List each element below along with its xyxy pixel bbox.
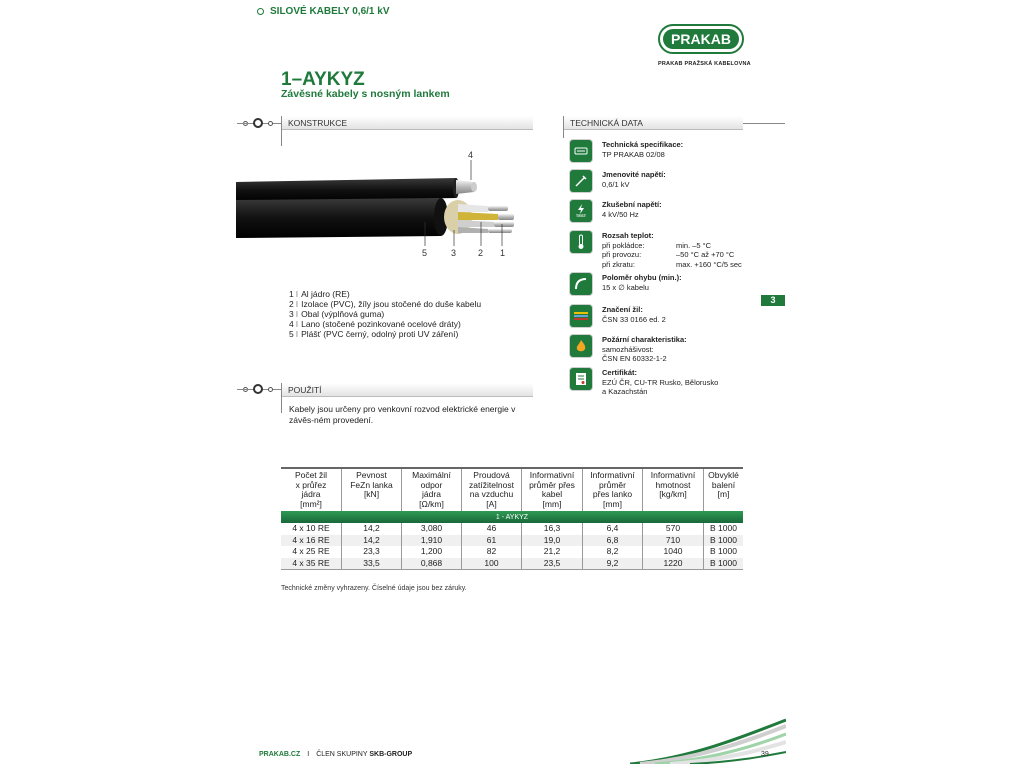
legend-item: 3 I Obal (výplňová guma) [289,309,385,319]
thermometer-icon [570,231,592,253]
tech-fire-row: Požární charakteristika: samozhášivost: ČSN EN 60332-1-2 [570,335,687,364]
plug-icon [570,170,592,192]
table-row: 4 x 16 RE 14,2 1,910 61 19,0 6,8 710 B 1000 [281,535,743,547]
section-dot-icon [268,387,273,392]
prakab-logo [658,24,744,54]
product-title: 1–AYKYZ [281,69,365,90]
bullet-icon [257,8,264,15]
legend-item: 1 I Al jádro (RE) [289,289,350,299]
legend-item: 5 I Plášť (PVC černý, odolný proti UV záření) [289,329,459,339]
core-marking-icon [570,305,592,327]
construction-legend [289,289,481,339]
chapter-tab: 3 [761,295,785,306]
usage-text: Kabely jsou určeny pro venkovní rozvod elektrické energie v závěs-ném provedení. [289,404,516,425]
section-line [743,123,785,124]
section-technical-header: TECHNICKÁ DATA [564,116,743,130]
document-icon [570,140,592,162]
table-header: Pevnost FeZn lanka [kN] [342,468,402,511]
tech-test-row: TEST Zkušební napětí: 4 kV/50 Hz [570,200,662,222]
section-knob-icon [253,384,263,394]
bend-radius-icon [570,273,592,295]
table-header: Proudová zatížitelnost na vzduchu [A] [462,468,522,511]
spec-table [281,467,743,570]
diagram-label-1: 1 [500,248,506,258]
section-construction-header: KONSTRUKCE [282,116,533,130]
tech-marking-row: Značení žil: ČSN 33 0166 ed. 2 [570,305,666,327]
tech-spec-row: Technická specifikace: TP PRAKAB 02/08 [570,140,683,162]
diagram-label-3: 3 [451,248,457,258]
section-knob-icon [253,118,263,128]
legend-item: 4 I Lano (stočené pozinkované ocelové dráty) [289,319,461,329]
lightning-icon: TEST [570,200,592,222]
table-header: Maximální odpor jádra [Ω/km] [402,468,462,511]
table-header: Informativní průměr přes kabel [mm] [522,468,583,511]
diagram-label-5: 5 [422,248,428,258]
footer: PRAKAB.CZ I ČLEN SKUPINY SKB-GROUP [259,751,413,758]
logo-subtitle: PRAKAB PRAŽSKÁ KABELOVNA [658,61,751,67]
tech-voltage-row: Jmenovité napětí: 0,6/1 kV [570,170,666,192]
section-dot-icon [268,121,273,126]
svg-text:PRAKAB: PRAKAB [671,31,731,47]
table-header-row [281,468,743,511]
table-header: Obvyklé balení [m] [704,468,744,511]
certificate-icon [570,368,592,390]
tech-temp-row: Rozsah teplot: při pokládce: min. –5 °C při provozu: –50 °C až +70 °C při zkratu: max. +160 °C/5 sec [570,231,766,269]
page-number: 39 [761,751,769,758]
table-group-row: 1 - AYKYZ [281,511,743,523]
section-usage-header: POUŽITÍ [282,383,533,397]
disclaimer-note: Technické změny vyhrazeny. Číselné údaje jsou bez záruky. [281,585,467,592]
table-row: 4 x 35 RE 33,5 0,868 100 23,5 9,2 1220 B 1000 [281,558,743,570]
table-header: Informativní hmotnost [kg/km] [643,468,704,511]
legend-item: 2 I Izolace (PVC), žíly jsou stočené do duše kabelu [289,299,482,309]
table-header: Počet žil x průřez jádra [mm²] [281,468,342,511]
category-header [257,6,390,17]
table-header: Informativní průměr přes lanko [mm] [583,468,643,511]
cable-illustration [236,160,526,260]
diagram-label-4: 4 [468,150,474,160]
footer-site-link[interactable]: PRAKAB.CZ [259,751,301,758]
category-label: SILOVÉ KABELY 0,6/1 kV [270,6,390,17]
fire-icon [570,335,592,357]
diagram-label-2: 2 [478,248,484,258]
tech-cert-row: Certifikát: EZÚ ČR, CU-TR Rusko, Bělorusko a Kazachstán [570,368,718,397]
product-subtitle: Závěsné kabely s nosným lankem [281,88,450,100]
table-row: 4 x 25 RE 23,3 1,200 82 21,2 8,2 1040 B 1000 [281,546,743,558]
table-row: 4 x 10 RE 14,2 3,080 46 16,3 6,4 570 B 1000 [281,523,743,535]
tech-bend-row: Poloměr ohybu (min.): 15 x ∅ kabelu [570,273,682,295]
